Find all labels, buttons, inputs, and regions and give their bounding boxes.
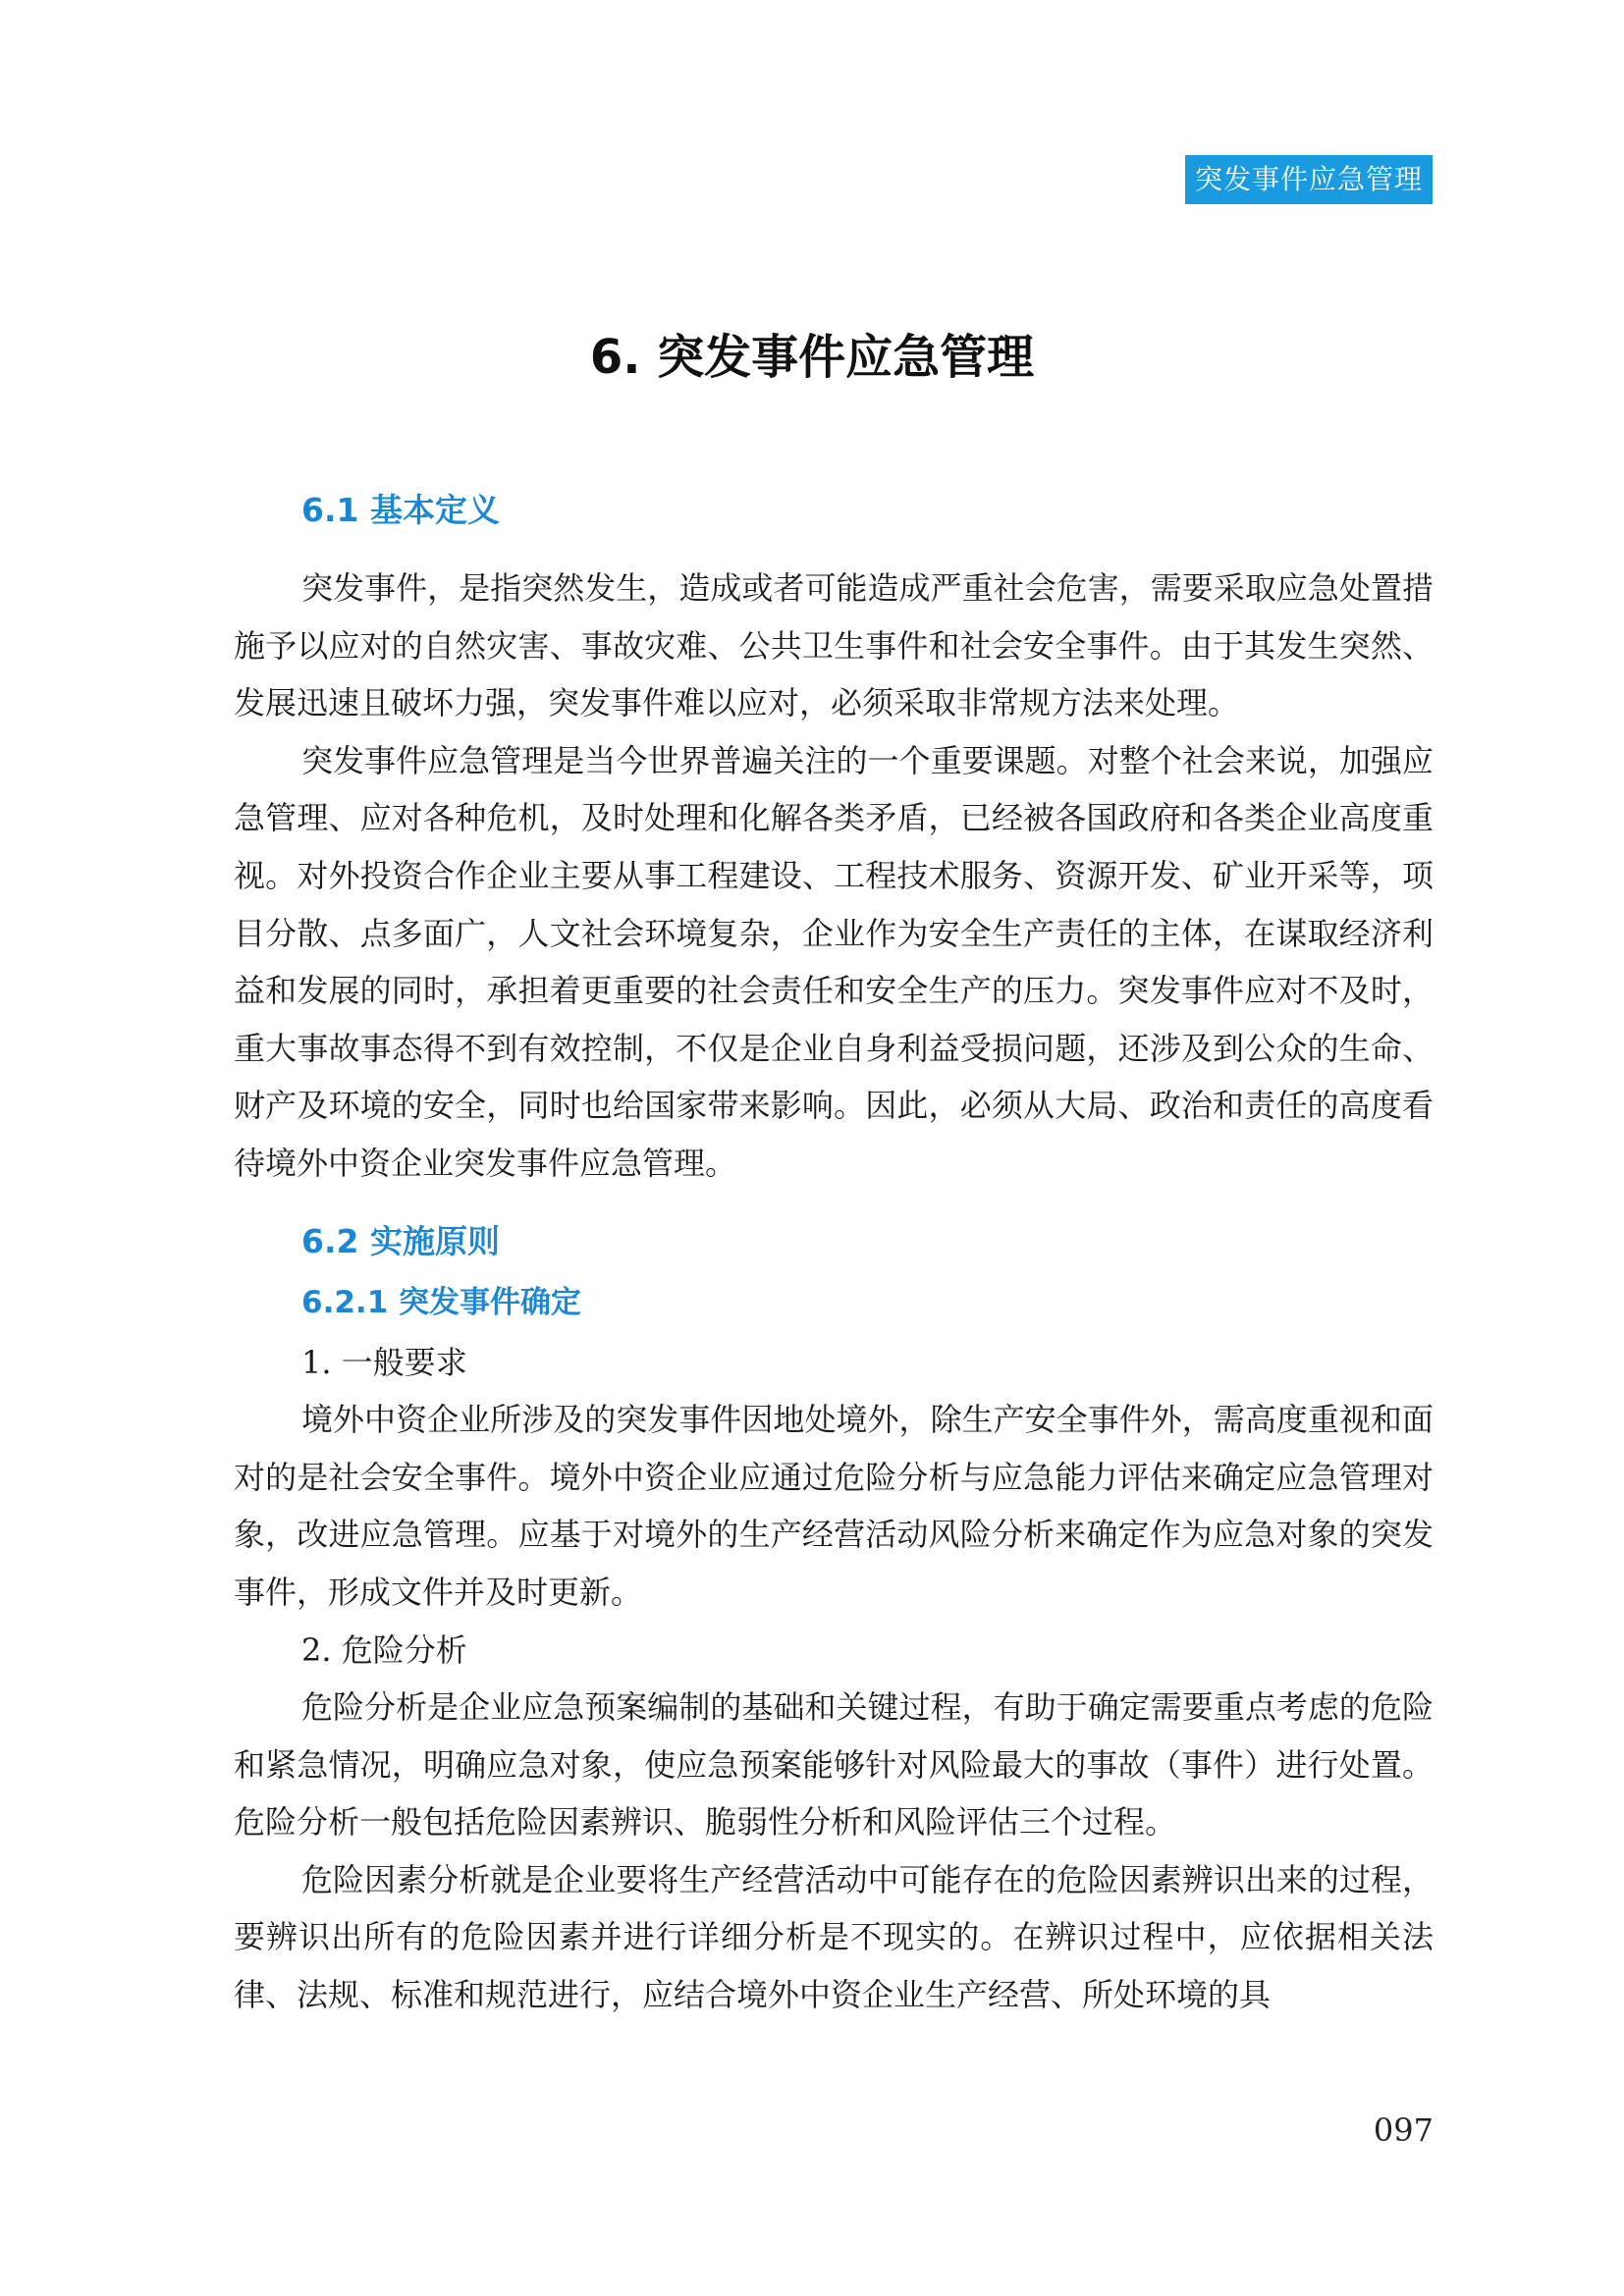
paragraph: 危险分析是企业应急预案编制的基础和关键过程，有助于确定需要重点考虑的危险和紧急情况，明确应急对象，使应急预案能够针对风险最大的事故（事件）进行处置。危险分析一般包括危险因素辨识、脆弱性分析和风险评估三个过程。 — [234, 1688, 1434, 1842]
list-item-title: 2. 危险分析 — [301, 1630, 467, 1669]
subsection-heading-6-2-1: 6.2.1 突发事件确定 — [301, 1284, 582, 1320]
section-heading-6-2: 6.2 实施原则 — [301, 1221, 500, 1260]
paragraph: 突发事件应急管理是当今世界普遍关注的一个重要课题。对整个社会来说，加强应急管理、应对各种危机，及时处理和化解各类矛盾，已经被各国政府和各类企业高度重视。对外投资合作企业主要从事工程建设、工程技术服务、资源开发、矿业开采等，项目分散、点多面广，人文社会环境复杂，企业作为安全生产责任的主体，在谋取经济利益和发展的同时，承担着更重要的社会责任和安全生产的压力。突发事件应对不及时，重大事故事态得不到有效控制，不仅是企业自身利益受损问题，还涉及到公众的生命、财产及环境的安全，同时也给国家带来影响。因此，必须从大局、政治和责任的高度看待境外中资企业突发事件应急管理。 — [234, 741, 1434, 1182]
page-number: 097 — [1373, 2111, 1434, 2149]
page-body — [234, 481, 1434, 2024]
paragraph: 危险因素分析就是企业要将生产经营活动中可能存在的危险因素辨识出来的过程，要辨识出所有的危险因素并进行详细分析是不现实的。在辨识过程中，应依据相关法律、法规、标准和规范进行，应结合境外中资企业生产经营、所处环境的具 — [234, 1860, 1434, 2014]
section-heading-6-1: 6.1 基本定义 — [301, 491, 500, 529]
paragraph: 突发事件，是指突然发生，造成或者可能造成严重社会危害，需要采取应急处置措施予以应对的自然灾害、事故灾难、公共卫生事件和社会安全事件。由于其发生突然、发展迅速且破坏力强，突发事件难以应对，必须采取非常规方法来处理。 — [234, 569, 1434, 722]
list-item-title: 1. 一般要求 — [301, 1343, 467, 1381]
paragraph: 境外中资企业所涉及的突发事件因地处境外，除生产安全事件外，需高度重视和面对的是社会安全事件。境外中资企业应通过危险分析与应急能力评估来确定应急管理对象，改进应急管理。应基于对境外的生产经营活动风险分析来确定作为应急对象的突发事件，形成文件并及时更新。 — [234, 1401, 1434, 1611]
running-header-tab: 突发事件应急管理 — [1185, 155, 1433, 204]
chapter-title: 6. 突发事件应急管理 — [589, 330, 1035, 385]
